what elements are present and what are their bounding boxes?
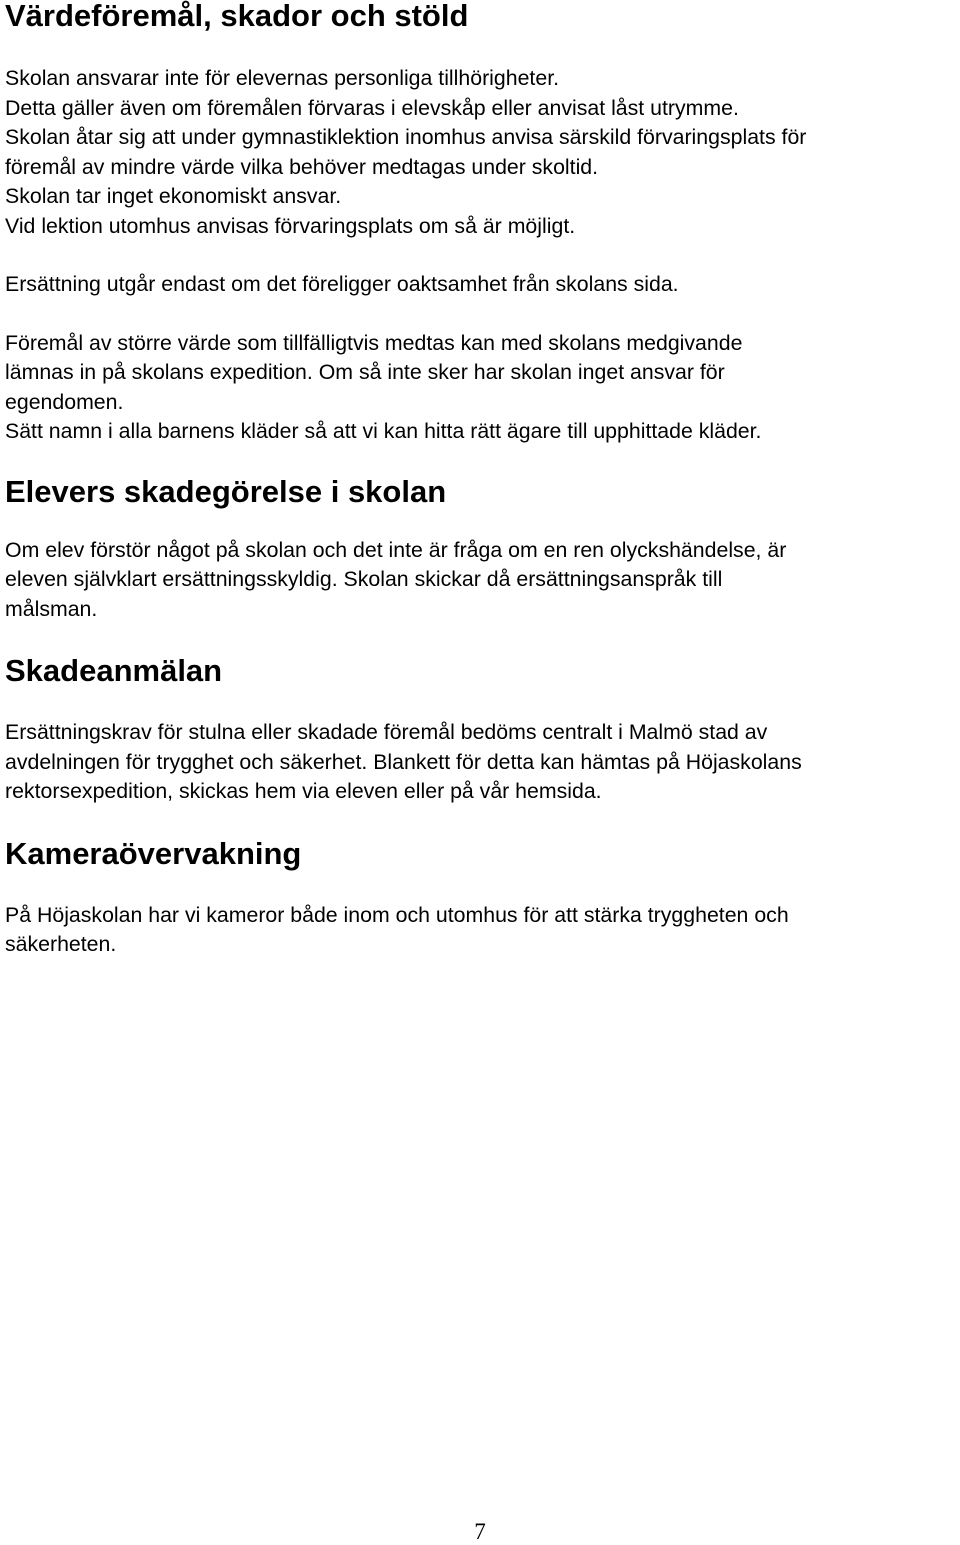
- paragraph-skadegorelse: [5, 536, 955, 625]
- paragraph-kameraovervakning: [5, 901, 955, 960]
- text-line: Skolan åtar sig att under gymnastiklektion inomhus anvisa särskild förvaringsplats för: [5, 125, 807, 149]
- paragraph-skadeanmalan: [5, 718, 955, 807]
- text-line: Skolan ansvarar inte för elevernas personliga tillhörigheter.: [5, 66, 560, 90]
- text-line: egendomen.: [5, 389, 124, 414]
- document-page: [5, 0, 955, 960]
- page-number: 7: [474, 1519, 486, 1544]
- text-line: säkerheten.: [5, 932, 117, 956]
- text-line: På Höjaskolan har vi kameror både inom och utomhus för att stärka tryggheten och: [5, 902, 789, 927]
- heading-skadegorelse: Elevers skadegörelse i skolan: [5, 473, 447, 509]
- paragraph-compensation: [5, 270, 955, 300]
- text-line: avdelningen för trygghet och säkerhet. Blankett för detta kan hämtas på Höjaskolans: [5, 749, 802, 774]
- text-line: Föremål av större värde som tillfälligtvis medtas kan med skolans medgivande: [5, 330, 743, 355]
- paragraph-valuable-items: [5, 329, 955, 447]
- text-line: Sätt namn i alla barnens kläder så att vi kan hitta rätt ägare till upphittade kläder.: [5, 419, 762, 443]
- paragraph-personal-belongings: [5, 64, 955, 241]
- text-line: rektorsexpedition, skickas hem via eleven eller på vår hemsida.: [5, 779, 602, 803]
- text-line: Skolan tar inget ekonomiskt ansvar.: [5, 184, 342, 208]
- text-line: lämnas in på skolans expedition. Om så inte sker har skolan inget ansvar för: [5, 360, 725, 384]
- text-line: Detta gäller även om föremålen förvaras i elevskåp eller anvisat låst utrymme.: [5, 95, 739, 120]
- heading-vardeforemal: Värdeföremål, skador och stöld: [5, 0, 469, 33]
- text-line: föremål av mindre värde vilka behöver medtagas under skoltid.: [5, 154, 599, 179]
- text-line: Ersättning utgår endast om det föreligger oaktsamhet från skolans sida.: [5, 272, 679, 296]
- text-line: Om elev förstör något på skolan och det inte är fråga om en ren olyckshändelse, är: [5, 537, 787, 562]
- text-line: Vid lektion utomhus anvisas förvaringsplats om så är möjligt.: [5, 213, 576, 238]
- text-line: målsman.: [5, 596, 98, 621]
- heading-skadeanmalan: Skadeanmälan: [5, 653, 223, 688]
- heading-kameraovervakning: Kameraövervakning: [5, 835, 302, 871]
- text-line: Ersättningskrav för stulna eller skadade föremål bedöms centralt i Malmö stad av: [5, 720, 768, 744]
- text-line: eleven självklart ersättningsskyldig. Skolan skickar då ersättningsanspråk till: [5, 567, 723, 591]
